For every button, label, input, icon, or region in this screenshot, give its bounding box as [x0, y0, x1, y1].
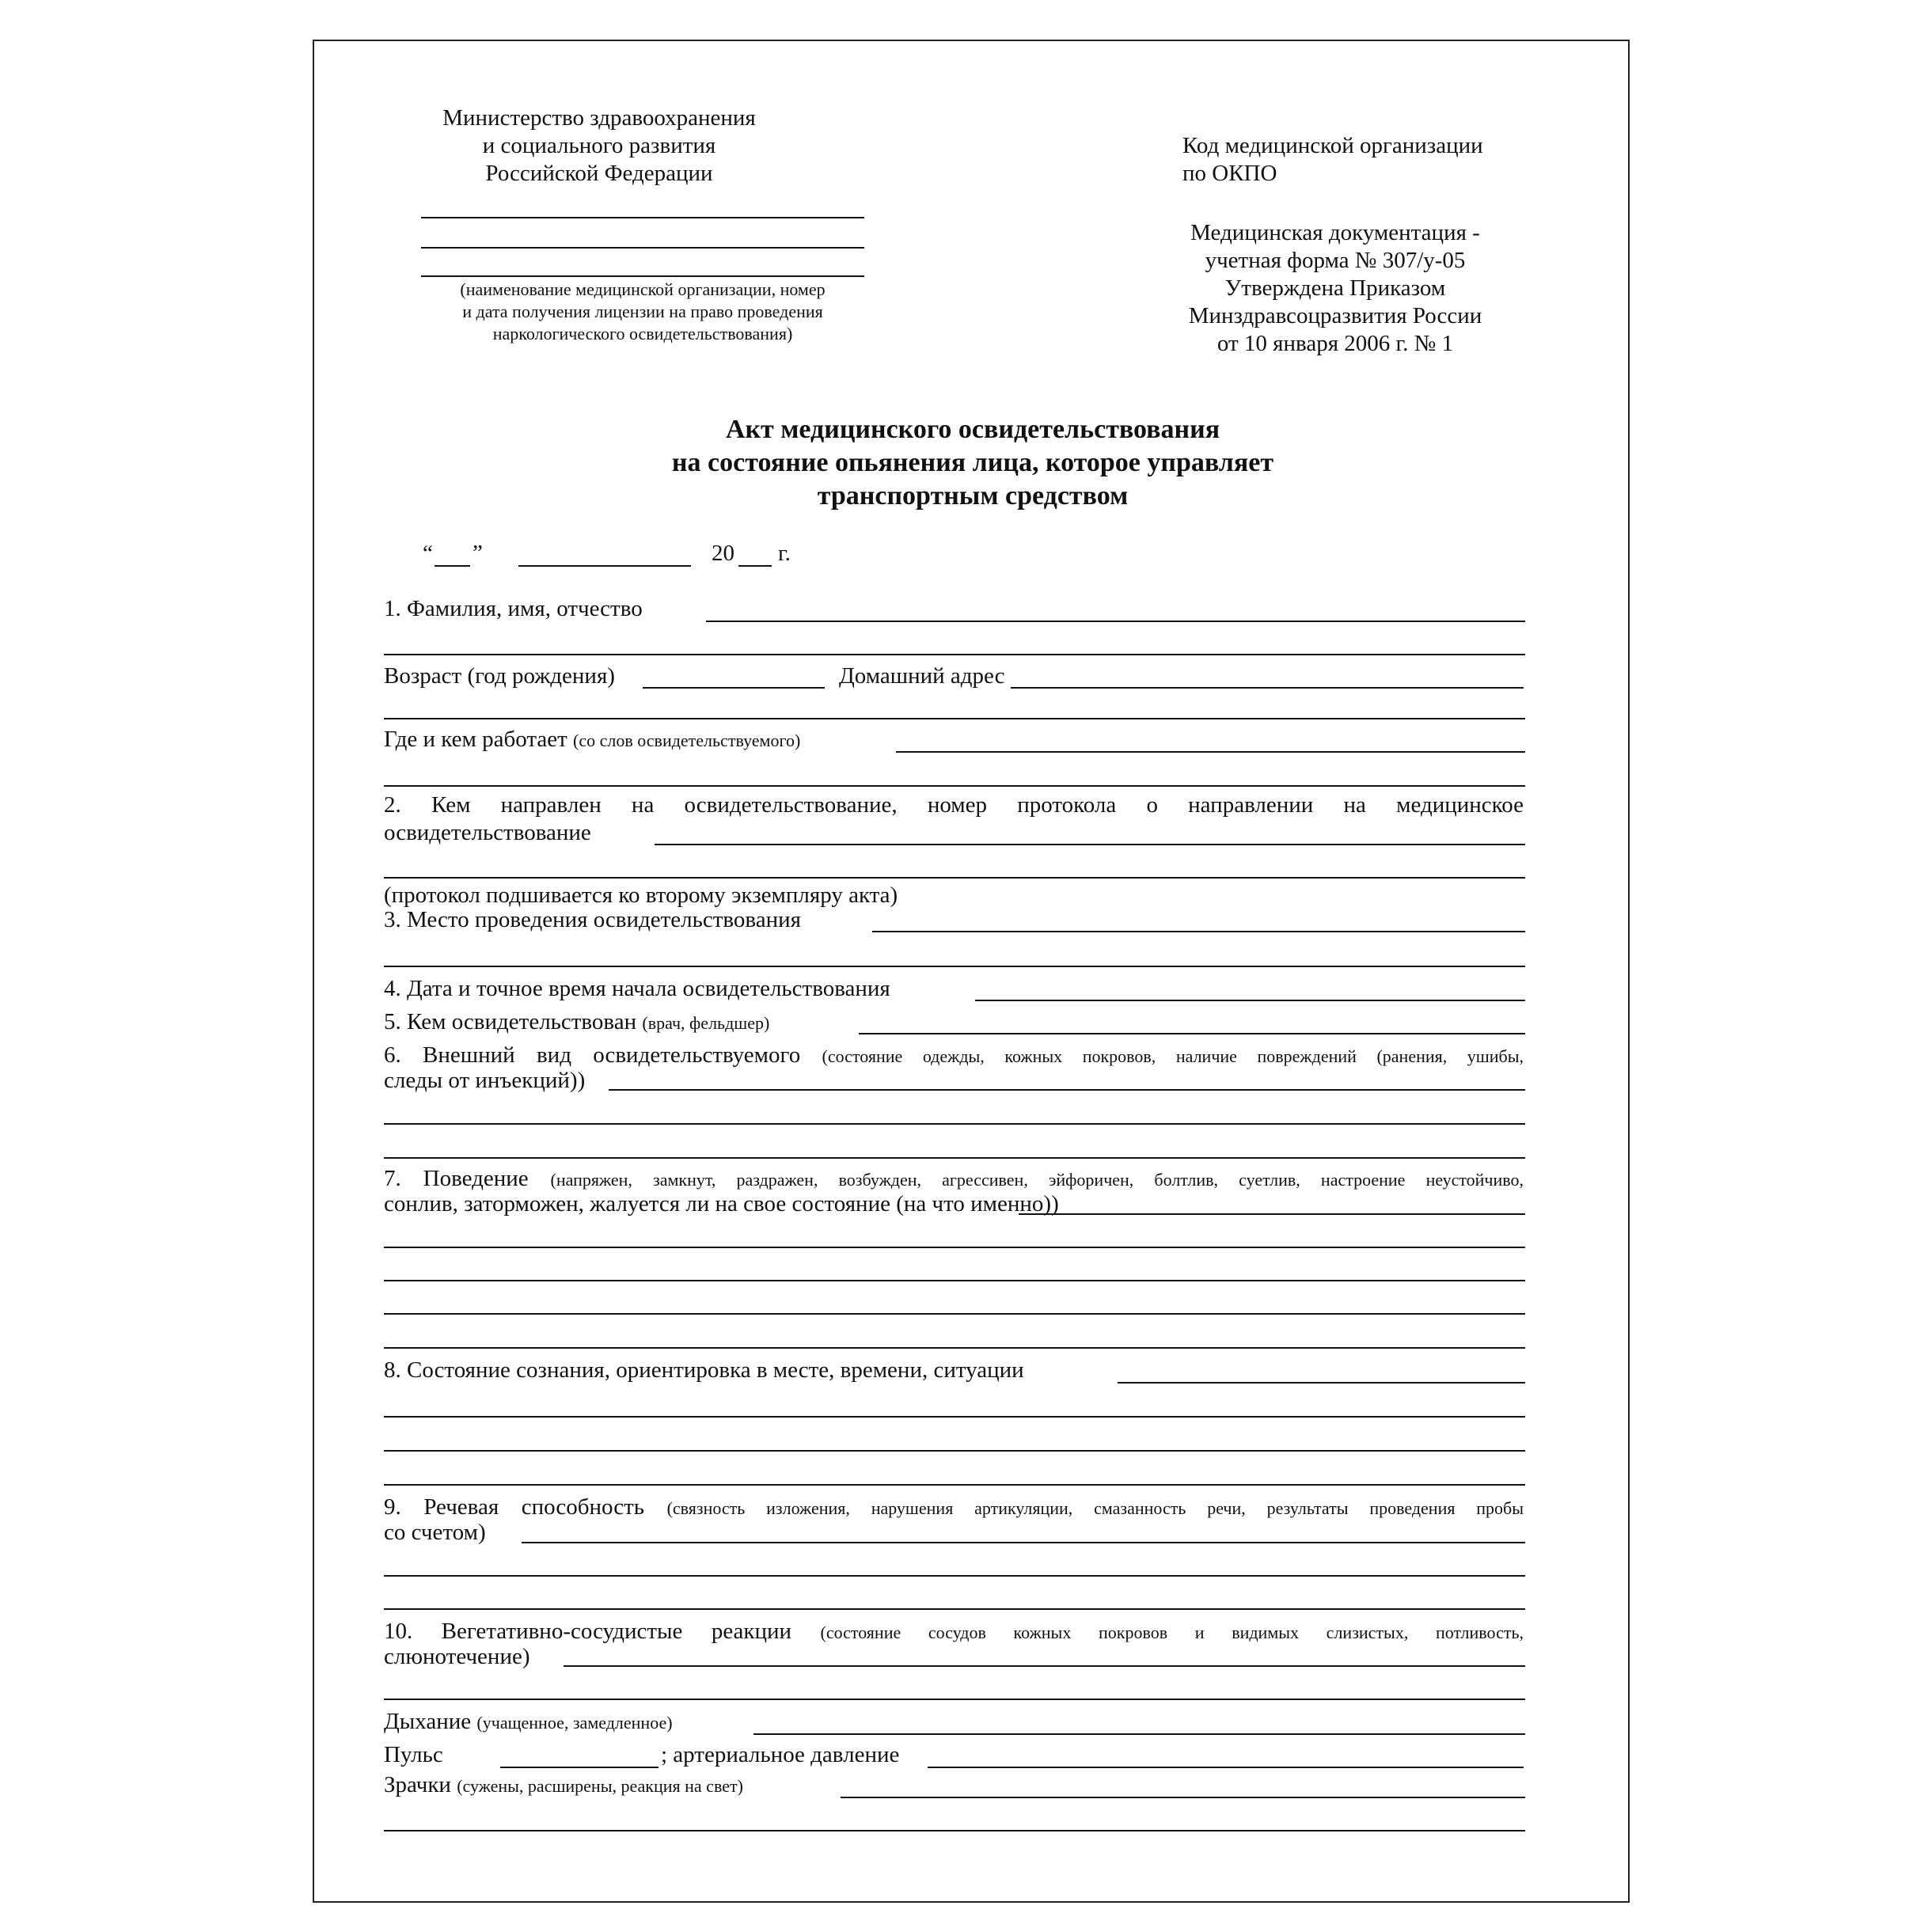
org-note-line-2: и дата получения лицензии на право проведения [462, 302, 823, 321]
title-line-3: транспортным средством [817, 481, 1129, 511]
appearance-field[interactable] [609, 1089, 1525, 1091]
workplace-field[interactable] [896, 751, 1525, 753]
appearance-field-2[interactable] [384, 1123, 1525, 1125]
org-name-note [405, 279, 880, 345]
vegetative-note-2: слюнотечение) [384, 1644, 530, 1669]
behavior-field-2[interactable] [384, 1247, 1525, 1248]
pupils-field-2[interactable] [384, 1830, 1525, 1831]
year-suffix: г. [778, 541, 791, 566]
breathing-field[interactable] [753, 1733, 1525, 1735]
doc-line-5: от 10 января 2006 г. № 1 [1217, 331, 1454, 356]
label-examiner [384, 1008, 769, 1037]
label-behavior-line-1 [384, 1165, 1524, 1194]
consciousness-field-3[interactable] [384, 1450, 1525, 1452]
referral-field-2[interactable] [384, 877, 1525, 879]
behavior-main: 7. Поведение [384, 1166, 529, 1191]
vegetative-main: 10. Вегетативно-сосудистые реакции [384, 1619, 792, 1644]
pupils-note: (сужены, расширены, реакция на свет) [457, 1776, 743, 1796]
okpo-line-2: по ОКПО [1182, 161, 1277, 186]
label-appearance-line-1 [384, 1042, 1524, 1070]
appearance-note-1: (состояние одежды, кожных покровов, наличие повреждений (ранения, ушибы, [822, 1046, 1524, 1066]
doc-line-1: Медицинская документация - [1190, 220, 1480, 245]
org-name-line-1[interactable] [421, 217, 864, 218]
address-field[interactable] [1011, 687, 1524, 689]
vegetative-field-2[interactable] [384, 1699, 1525, 1700]
behavior-note-1: (напряжен, замкнут, раздражен, возбужден, агрессивен, эйфоричен, болтлив, суетлив, настроение неустойчиво, [550, 1170, 1524, 1190]
consciousness-field-2[interactable] [384, 1416, 1525, 1418]
full-name-field[interactable] [706, 621, 1525, 622]
doc-line-4: Минздравсоцразвития России [1188, 303, 1482, 328]
ministry-line-2: и социального развития [482, 133, 716, 158]
behavior-field-3[interactable] [384, 1280, 1525, 1281]
age-field[interactable] [643, 687, 825, 689]
full-name-field-2[interactable] [384, 654, 1525, 655]
referral-field[interactable] [655, 844, 1525, 845]
org-name-line-2[interactable] [421, 247, 864, 249]
doc-line-2: учетная форма № 307/у-05 [1205, 248, 1466, 273]
month-field[interactable] [518, 565, 691, 567]
behavior-field[interactable] [1019, 1213, 1525, 1215]
label-speech-line-1 [384, 1494, 1524, 1522]
examiner-note: (врач, фельдшер) [642, 1013, 770, 1033]
title-line-1: Акт медицинского освидетельствования [725, 415, 1220, 444]
document-title [314, 413, 1631, 513]
exam-start-field[interactable] [975, 1000, 1525, 1001]
breathing-main: Дыхание [384, 1709, 472, 1734]
label-referral-line-1: 2. Кем направлен на освидетельствование, номер протокола о направлении на медицинское [384, 792, 1524, 818]
behavior-note-2: сонлив, заторможен, жалуется ли на свое состояние (на что именно)) [384, 1191, 1059, 1217]
label-age: Возраст (год рождения) [384, 663, 615, 689]
pupils-main: Зрачки [384, 1772, 451, 1797]
exam-place-field-2[interactable] [384, 966, 1525, 967]
title-line-2: на состояние опьянения лица, которое управляет [671, 448, 1274, 477]
examiner-field[interactable] [859, 1033, 1525, 1034]
speech-note-2: со счетом) [384, 1520, 486, 1545]
org-note-line-1: (наименование медицинской организации, номер [460, 279, 826, 299]
okpo-block [1182, 132, 1483, 188]
ministry-line-3: Российской Федерации [485, 161, 713, 186]
speech-main: 9. Речевая способность [384, 1494, 645, 1520]
exam-place-field[interactable] [872, 931, 1525, 932]
year-prefix: 20 [712, 541, 734, 566]
label-breathing [384, 1708, 673, 1737]
speech-note-1: (связность изложения, нарушения артикуляции, смазанность речи, результаты проведения пробы [666, 1498, 1524, 1518]
label-exam-place: 3. Место проведения освидетельствования [384, 907, 801, 932]
form-page [313, 40, 1630, 1903]
breathing-note: (учащенное, замедленное) [476, 1713, 673, 1733]
ministry-line-1: Министерство здравоохранения [442, 105, 756, 131]
doc-line-3: Утверждена Приказом [1224, 275, 1446, 301]
examiner-main: 5. Кем освидетельствован [384, 1009, 637, 1034]
behavior-field-4[interactable] [384, 1313, 1525, 1315]
pupils-field[interactable] [841, 1797, 1525, 1798]
quote-close: ” [473, 541, 483, 566]
label-address: Домашний адрес [839, 663, 1005, 689]
speech-field-2[interactable] [384, 1575, 1525, 1577]
org-note-line-3: наркологического освидетельствования) [492, 324, 793, 344]
year-field[interactable] [738, 565, 772, 567]
referral-note: (протокол подшивается ко второму экземпляру акта) [384, 882, 898, 908]
label-exam-start: 4. Дата и точное время начала освидетельствования [384, 976, 890, 1001]
speech-field[interactable] [522, 1542, 1525, 1543]
label-vegetative-line-1 [384, 1618, 1524, 1646]
address-field-2[interactable] [384, 718, 1525, 719]
vegetative-field[interactable] [564, 1665, 1525, 1667]
consciousness-field[interactable] [1118, 1382, 1525, 1384]
pulse-field[interactable] [500, 1767, 659, 1768]
document-info-block [1169, 219, 1501, 358]
appearance-field-3[interactable] [384, 1157, 1525, 1159]
label-consciousness: 8. Состояние сознания, ориентировка в месте, времени, ситуации [384, 1357, 1024, 1383]
workplace-main: Где и кем работает [384, 727, 567, 752]
workplace-field-2[interactable] [384, 785, 1525, 787]
label-pulse: Пульс [384, 1742, 443, 1767]
appearance-main: 6. Внешний вид освидетельствуемого [384, 1042, 801, 1068]
okpo-line-1: Код медицинской организации [1182, 133, 1483, 158]
appearance-note-2: следы от инъекций)) [384, 1068, 586, 1093]
org-name-line-3[interactable] [421, 275, 864, 277]
quote-open: “ [423, 541, 433, 566]
ministry-block [378, 104, 821, 188]
label-workplace [384, 726, 800, 754]
day-field[interactable] [435, 565, 470, 567]
speech-field-3[interactable] [384, 1608, 1525, 1610]
label-referral-line-2: освидетельствование [384, 820, 591, 845]
behavior-field-5[interactable] [384, 1347, 1525, 1349]
vegetative-note-1: (состояние сосудов кожных покровов и видимых слизистых, потливость, [820, 1623, 1524, 1642]
label-pupils [384, 1771, 743, 1800]
label-full-name: 1. Фамилия, имя, отчество [384, 596, 643, 621]
blood-pressure-field[interactable] [928, 1767, 1524, 1768]
label-blood-pressure: ; артериальное давление [661, 1742, 900, 1767]
consciousness-field-4[interactable] [384, 1484, 1525, 1486]
workplace-note: (со слов освидетельствуемого) [573, 731, 801, 750]
